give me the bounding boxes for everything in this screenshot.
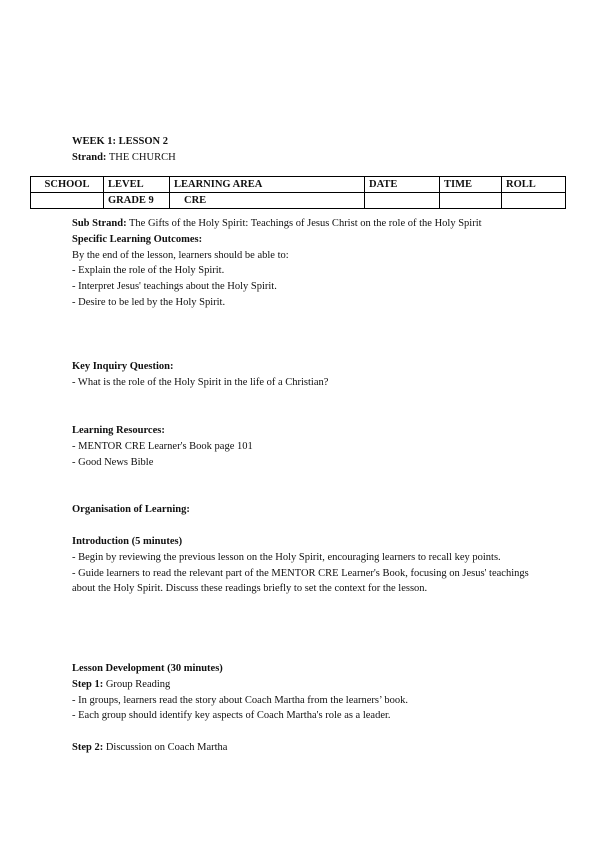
sub-strand-value: The Gifts of the Holy Spirit: Teachings of Jesus Christ on the role of the Holy Spirit — [129, 218, 482, 229]
step-1-label: Step 1: — [72, 678, 104, 690]
sub-strand-section — [72, 216, 532, 311]
table-header-cell: DATE — [365, 177, 440, 193]
list-item: - MENTOR CRE Learner's Book page 101 — [72, 440, 253, 452]
strand-value: THE CHURCH — [108, 151, 176, 163]
development-heading: Lesson Development (30 minutes) — [72, 663, 223, 674]
table-header-cell: TIME — [440, 177, 502, 193]
organisation-section — [72, 502, 532, 518]
resources-heading: Learning Resources: — [72, 425, 165, 436]
table-cell — [440, 193, 502, 209]
list-item: - What is the role of the Holy Spirit in the life of a Christian? — [72, 376, 329, 388]
step-2-value: Discussion on Coach Martha — [105, 742, 228, 753]
lesson-header — [72, 134, 532, 166]
list-item: - Desire to be led by the Holy Spirit. — [72, 296, 226, 308]
list-item: - Explain the role of the Holy Spirit. — [72, 265, 225, 277]
table-cell — [365, 193, 440, 209]
step-1-line — [72, 677, 532, 693]
table-header-cell: SCHOOL — [31, 177, 104, 193]
step-1-value: Group Reading — [105, 678, 171, 690]
week-lesson-title: WEEK 1: LESSON 2 — [72, 136, 168, 147]
introduction-paragraph: - Guide learners to read the relevant part of the MENTOR CRE Learner's Book, focusing on Jesus' teachings about the Holy Spirit. Discuss these readings briefly to set the context for the lesson. — [72, 567, 529, 595]
list-item: - Each group should identify key aspects of Coach Martha's role as a leader. — [72, 710, 391, 722]
resources-section — [72, 423, 532, 470]
table-header-row — [31, 177, 566, 193]
lesson-info-table — [30, 176, 566, 209]
step-2-label: Step 2: — [72, 742, 104, 753]
table-row — [31, 193, 566, 209]
development-section — [72, 661, 532, 756]
strand-line — [72, 150, 532, 166]
step-2-line — [72, 740, 532, 756]
list-item: - Good News Bible — [72, 456, 154, 468]
table-header-cell: ROLL — [502, 177, 566, 193]
sub-strand-line — [72, 216, 532, 232]
organisation-heading: Organisation of Learning: — [72, 504, 190, 515]
table-cell — [31, 193, 104, 209]
table-header-cell: LEARNING AREA — [170, 177, 365, 193]
introduction-section — [72, 534, 532, 597]
table-header-cell: LEVEL — [104, 177, 170, 193]
table-cell: CRE — [170, 193, 365, 209]
inquiry-section — [72, 359, 532, 391]
introduction-paragraph: - Begin by reviewing the previous lesson on the Holy Spirit, encouraging learners to recall key points. — [72, 551, 501, 563]
sub-strand-label: Sub Strand: — [72, 218, 127, 229]
strand-label: Strand: — [72, 151, 107, 163]
table-cell: GRADE 9 — [104, 193, 170, 209]
outcomes-intro: By the end of the lesson, learners should be able to: — [72, 249, 289, 261]
list-item: - Interpret Jesus' teachings about the Holy Spirit. — [72, 281, 277, 292]
table-cell — [502, 193, 566, 209]
inquiry-heading: Key Inquiry Question: — [72, 361, 174, 372]
outcomes-heading: Specific Learning Outcomes: — [72, 233, 203, 245]
introduction-heading: Introduction (5 minutes) — [72, 536, 183, 547]
list-item: - In groups, learners read the story about Coach Martha from the learners’ book. — [72, 694, 408, 706]
